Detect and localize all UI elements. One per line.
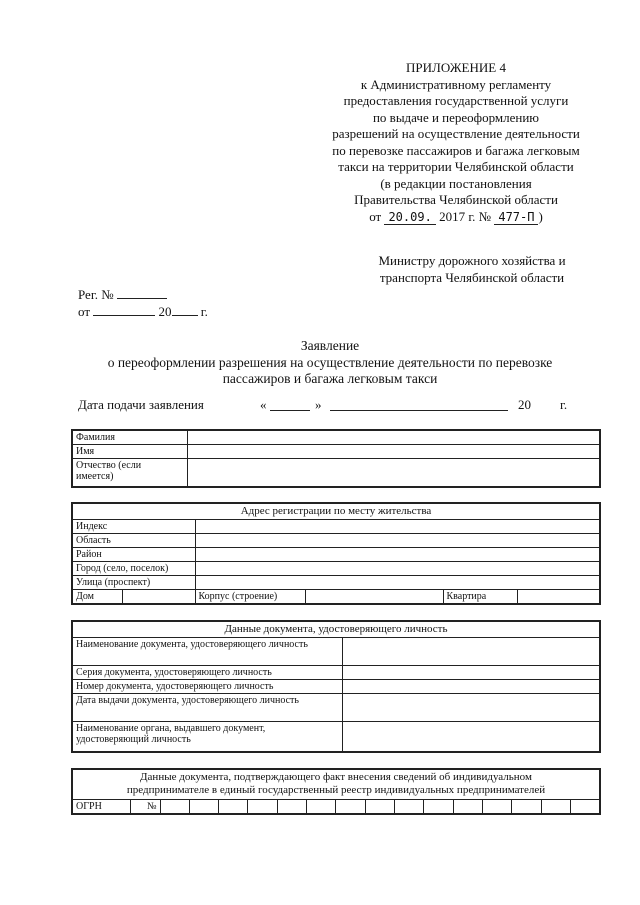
- patronymic-field[interactable]: [187, 459, 600, 487]
- doc-issuer-label: Наименование органа, выдавшего документ, удостоверяющий личность: [72, 722, 342, 752]
- edition-date: 20.09.: [384, 210, 435, 225]
- entrepreneur-document-table: [71, 768, 601, 815]
- identity-heading: Данные документа, удостоверяющего личность: [72, 621, 600, 638]
- apartment-field[interactable]: [517, 590, 600, 605]
- doc-issue-date-label: Дата выдачи документа, удостоверяющего личность: [72, 694, 342, 722]
- address-table: [71, 502, 601, 605]
- appendix-header: [300, 60, 612, 225]
- registration-block: [78, 286, 208, 320]
- city-label: Город (село, поселок): [72, 562, 195, 576]
- reg-year-field[interactable]: [172, 303, 198, 316]
- ogrn-digit-cell[interactable]: [424, 799, 453, 814]
- surname-label: Фамилия: [72, 430, 187, 445]
- ogrn-label: ОГРН: [72, 799, 130, 814]
- ogrn-digit-cell[interactable]: [483, 799, 512, 814]
- close-quote: »: [315, 397, 322, 412]
- patronymic-label-line: имеется): [76, 471, 114, 482]
- statement-title-block: [60, 338, 600, 388]
- appendix-line: разрешений на осуществление деятельности: [332, 126, 580, 141]
- street-field[interactable]: [195, 576, 600, 590]
- reg-date-line: [78, 303, 208, 320]
- reg-number-field[interactable]: [117, 286, 167, 299]
- identity-document-table: [71, 620, 601, 753]
- edition-number: 477-П: [494, 210, 538, 225]
- appendix-line: такси на территории Челябинской области: [338, 159, 574, 174]
- reg-number-line: [78, 286, 208, 303]
- statement-title: Заявление: [300, 338, 360, 353]
- name-field[interactable]: [187, 445, 600, 459]
- ogrn-digit-cell[interactable]: [277, 799, 306, 814]
- appendix-title: ПРИЛОЖЕНИЕ 4: [406, 60, 506, 75]
- appendix-line: по выдаче и переоформлению: [372, 109, 540, 125]
- ogrn-digit-cell[interactable]: [395, 799, 424, 814]
- edition-year: 2017 г. №: [439, 208, 492, 224]
- district-field[interactable]: [195, 548, 600, 562]
- ogrn-digit-cell[interactable]: [571, 799, 600, 814]
- ogrn-digit-cell[interactable]: [365, 799, 394, 814]
- region-label: Область: [72, 534, 195, 548]
- index-label: Индекс: [72, 520, 195, 534]
- building-field[interactable]: [305, 590, 443, 605]
- personal-data-table: [71, 429, 601, 488]
- reg-year-suffix: г.: [200, 304, 208, 319]
- address-heading: Адрес регистрации по месту жительства: [72, 503, 600, 520]
- street-label: Улица (проспект): [72, 576, 195, 590]
- reg-date-label: от: [78, 304, 91, 319]
- doc-series-field[interactable]: [342, 666, 600, 680]
- filing-year: 20: [518, 397, 531, 412]
- doc-series-label: Серия документа, удостоверяющего личность: [72, 666, 342, 680]
- appendix-line: к Административному регламенту: [360, 76, 552, 92]
- reg-number-label: Рег. №: [78, 287, 114, 302]
- recipient-line: транспорта Челябинской области: [379, 270, 565, 285]
- ogrn-digit-cell[interactable]: [219, 799, 248, 814]
- ogrn-digit-cell[interactable]: [189, 799, 218, 814]
- apartment-label: Квартира: [443, 590, 517, 605]
- patronymic-label-line: Отчество (если: [76, 460, 142, 471]
- name-label: Имя: [72, 445, 187, 459]
- edition-prefix: от: [369, 208, 382, 224]
- doc-number-field[interactable]: [342, 680, 600, 694]
- ogrn-digit-cell[interactable]: [453, 799, 482, 814]
- region-field[interactable]: [195, 534, 600, 548]
- appendix-line: предоставления государственной услуги: [343, 93, 569, 108]
- reg-date-field[interactable]: [93, 303, 155, 316]
- statement-subtitle: пассажиров и багажа легковым такси: [222, 371, 438, 386]
- entrepreneur-heading-line: Данные документа, подтверждающего факт внесения сведений об индивидуальном: [140, 771, 532, 783]
- appendix-line: Правительства Челябинской области: [354, 192, 558, 207]
- filing-day-field[interactable]: [270, 397, 310, 411]
- doc-name-field[interactable]: [342, 638, 600, 666]
- recipient-block: [352, 252, 592, 286]
- entrepreneur-heading-line: предпринимателе в единый государственный реестр индивидуальных предпринимателей: [126, 784, 546, 796]
- city-field[interactable]: [195, 562, 600, 576]
- house-field[interactable]: [122, 590, 195, 605]
- doc-issue-date-field[interactable]: [342, 694, 600, 722]
- filing-month-field[interactable]: [330, 397, 508, 411]
- reg-year-prefix: 20: [158, 304, 172, 319]
- appendix-line: по перевозке пассажиров и багажа легковым: [332, 142, 580, 158]
- entrepreneur-heading: [72, 769, 600, 799]
- statement-subtitle: о переоформлении разрешения на осуществление деятельности по перевозке: [107, 354, 553, 370]
- index-field[interactable]: [195, 520, 600, 534]
- edition-close: ): [538, 208, 543, 224]
- ogrn-digit-cell[interactable]: [541, 799, 570, 814]
- doc-number-label: Номер документа, удостоверяющего личность: [72, 680, 342, 694]
- building-label: Корпус (строение): [195, 590, 305, 605]
- filing-year-suffix: г.: [560, 397, 568, 412]
- ogrn-digit-cell[interactable]: [336, 799, 365, 814]
- ogrn-number-sign: №: [130, 799, 160, 814]
- recipient-line: Министру дорожного хозяйства и: [378, 253, 566, 268]
- open-quote: «: [260, 397, 267, 412]
- edition-line: [300, 209, 612, 226]
- surname-field[interactable]: [187, 430, 600, 445]
- ogrn-digit-cell[interactable]: [248, 799, 277, 814]
- doc-name-label: Наименование документа, удостоверяющего личность: [72, 638, 342, 666]
- district-label: Район: [72, 548, 195, 562]
- house-label: Дом: [72, 590, 122, 605]
- appendix-line: (в редакции постановления: [380, 175, 532, 191]
- ogrn-digit-cell[interactable]: [307, 799, 336, 814]
- ogrn-digit-cell[interactable]: [160, 799, 189, 814]
- filing-date-label: Дата подачи заявления: [78, 397, 204, 412]
- doc-issuer-field[interactable]: [342, 722, 600, 752]
- patronymic-label: [72, 459, 187, 487]
- ogrn-digit-cell[interactable]: [512, 799, 541, 814]
